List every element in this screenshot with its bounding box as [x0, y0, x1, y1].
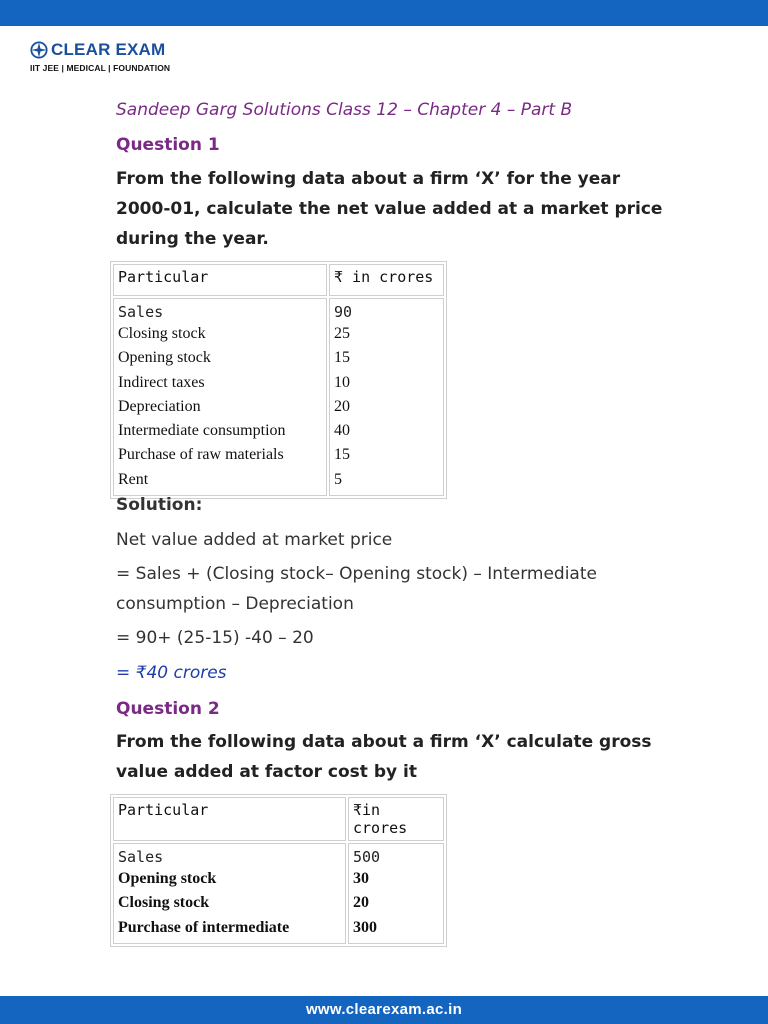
- solution-line: consumption – Depreciation: [116, 594, 354, 614]
- table-cell: Opening stock: [118, 349, 211, 367]
- table-cell: 10: [334, 373, 350, 391]
- question-1-data-table: [110, 261, 447, 499]
- table-header-row: [113, 797, 444, 841]
- question-1-text-line: 2000-01, calculate the net value added at a market price: [116, 199, 663, 219]
- table-cell: 5: [334, 470, 342, 488]
- table-cell: Purchase of raw materials: [118, 446, 284, 464]
- table-cell: Sales: [118, 848, 164, 866]
- amount-column: [329, 298, 444, 496]
- table-cell: Sales: [118, 303, 164, 321]
- table-cell: 25: [334, 325, 350, 342]
- particular-column: [113, 843, 346, 944]
- table-cell: Rent: [118, 470, 149, 488]
- amount-column: [348, 843, 444, 944]
- solution-label: Solution:: [116, 495, 203, 515]
- table-cell: 15: [334, 349, 350, 367]
- table-cell: 500: [353, 848, 381, 866]
- brand-name: CLEAR EXAM: [51, 40, 166, 59]
- footer-bar: [0, 996, 768, 1024]
- solution-answer: = ₹40 crores: [116, 663, 227, 683]
- brand-tagline: IIT JEE | MEDICAL | FOUNDATION: [30, 63, 171, 73]
- table-cell: Intermediate consumption: [118, 422, 286, 440]
- particular-column: [113, 298, 327, 496]
- table-cell: Purchase of intermediate: [118, 918, 290, 936]
- table-cell: Depreciation: [118, 397, 201, 415]
- top-bar: [0, 0, 768, 26]
- column-header-particular: Particular: [113, 264, 327, 296]
- document-title: Sandeep Garg Solutions Class 12 – Chapter 4 – Part B: [116, 100, 573, 120]
- table-cell: Closing stock: [118, 325, 206, 342]
- question-2-text-line: value added at factor cost by it: [116, 762, 417, 782]
- question-2-text-line: From the following data about a firm ‘X’ calculate gross: [116, 732, 652, 752]
- solution-line: = Sales + (Closing stock– Opening stock) – Intermediate: [116, 564, 597, 584]
- table-body-row: [113, 843, 444, 944]
- table-cell: Indirect taxes: [118, 373, 205, 391]
- question-2-heading: Question 2: [116, 699, 220, 719]
- solution-line: = 90+ (25-15) -40 – 20: [116, 628, 314, 648]
- table-body-row: [113, 298, 444, 496]
- solution-line: Net value added at market price: [116, 530, 393, 550]
- table-cell: Closing stock: [118, 894, 210, 912]
- compass-globe-icon: [30, 41, 48, 59]
- question-1-heading: Question 1: [116, 135, 220, 155]
- table-cell: 20: [334, 397, 350, 415]
- table-cell: 40: [334, 422, 350, 440]
- footer-url[interactable]: www.clearexam.ac.in: [305, 1001, 463, 1018]
- column-header-amount: ₹ in crores: [329, 264, 444, 296]
- column-header-amount: ₹in crores: [348, 797, 444, 841]
- question-1-text-line: From the following data about a firm ‘X’ for the year: [116, 169, 621, 189]
- table-cell: Opening stock: [118, 870, 217, 887]
- question-1-text-line: during the year.: [116, 229, 269, 249]
- table-cell: 30: [353, 870, 369, 887]
- table-cell: 90: [334, 303, 353, 321]
- table-header-row: [113, 264, 444, 296]
- table-cell: 15: [334, 446, 350, 464]
- table-cell: 300: [353, 918, 377, 936]
- logo: [30, 40, 170, 73]
- question-2-data-table: [110, 794, 447, 947]
- column-header-particular: Particular: [113, 797, 346, 841]
- table-cell: 20: [353, 894, 369, 912]
